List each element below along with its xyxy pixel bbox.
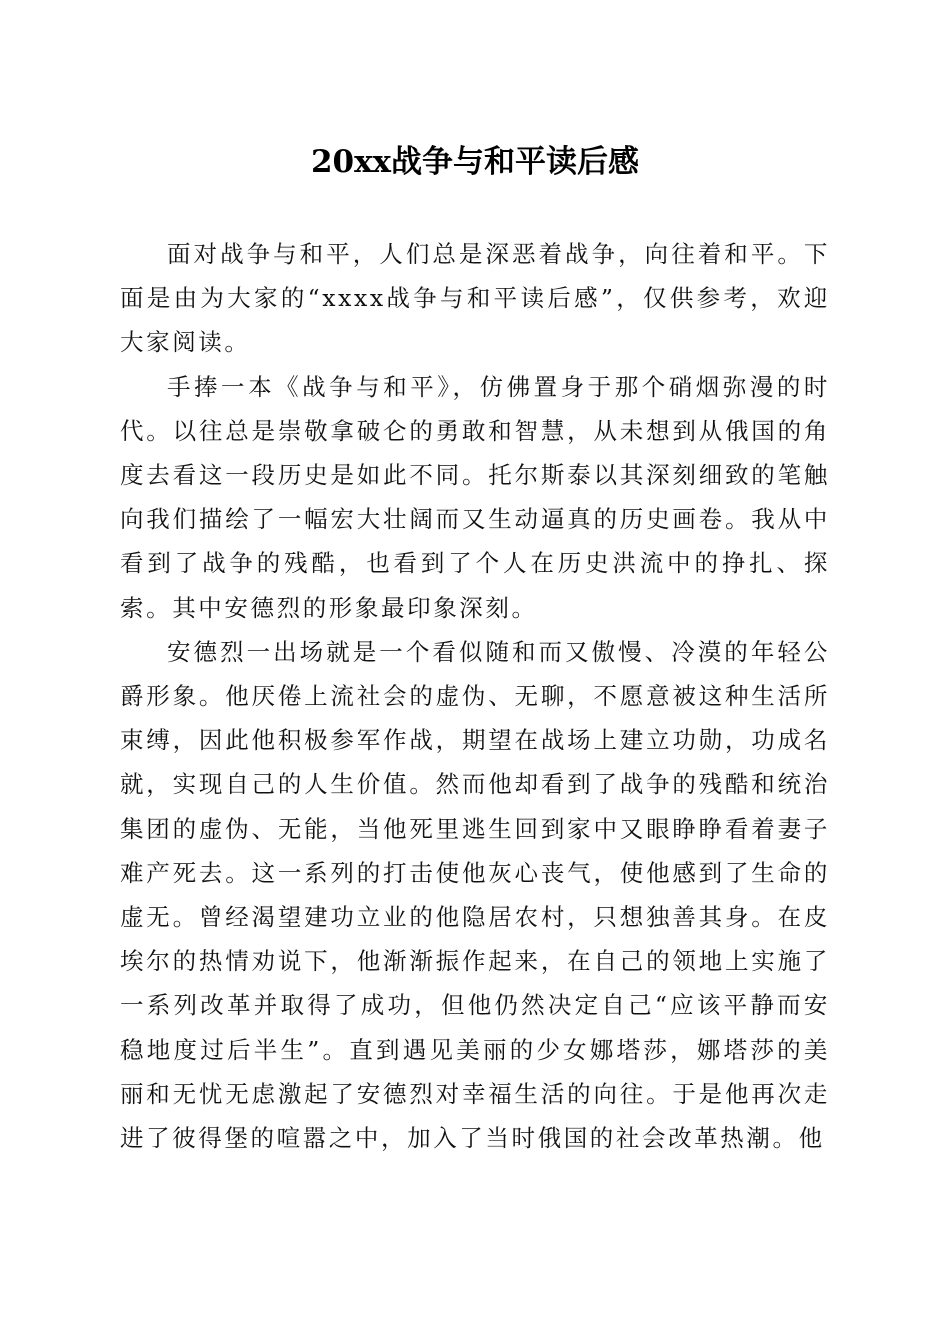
paragraph-intro: 面对战争与和平，人们总是深恶着战争，向往着和平。下面是由为大家的“xxxx战争与和平读后感”，仅供参考，欢迎大家阅读。	[120, 240, 830, 357]
paragraph-andrei: 安德烈一出场就是一个看似随和而又傲慢、冷漠的年轻公爵形象。他厌倦上流社会的虚伪、无聊，不愿意被这种生活所束缚，因此他积极参军作战，期望在战场上建立功勋，功成名就，实现自己的人生价值。然而他却看到了战争的残酷和统治集团的虚伪、无能，当他死里逃生回到家中又眼睁睁看着妻子难产死去。这一系列的打击使他灰心丧气，使他感到了生命的虚无。曾经渴望建功立业的他隐居农村，只想独善其身。在皮埃尔的热情劝说下，他渐渐振作起来，在自己的领地上实施了一系列改革并取得了成功，但他仍然决定自己“应该平静而安稳地度过后半生”。直到遇见美丽的少女娜塔莎，娜塔莎的美丽和无忧无虑激起了安德烈对幸福生活的向往。于是他再次走进了彼得堡的喧嚣之中，加入了当时俄国的社会改革热潮。他	[120, 637, 830, 1153]
document-title: 20xx战争与和平读后感	[310, 144, 640, 180]
document-body	[120, 232, 830, 1160]
paragraph-reading: 手捧一本《战争与和平》，仿佛置身于那个硝烟弥漫的时代。以往总是崇敬拿破仑的勇敢和智慧，从未想到从俄国的角度去看这一段历史是如此不同。托尔斯泰以其深刻细致的笔触向我们描绘了一幅宏大壮阔而又生动逼真的历史画卷。我从中看到了战争的残酷，也看到了个人在历史洪流中的挣扎、探索。其中安德烈的形象最印象深刻。	[120, 372, 830, 622]
